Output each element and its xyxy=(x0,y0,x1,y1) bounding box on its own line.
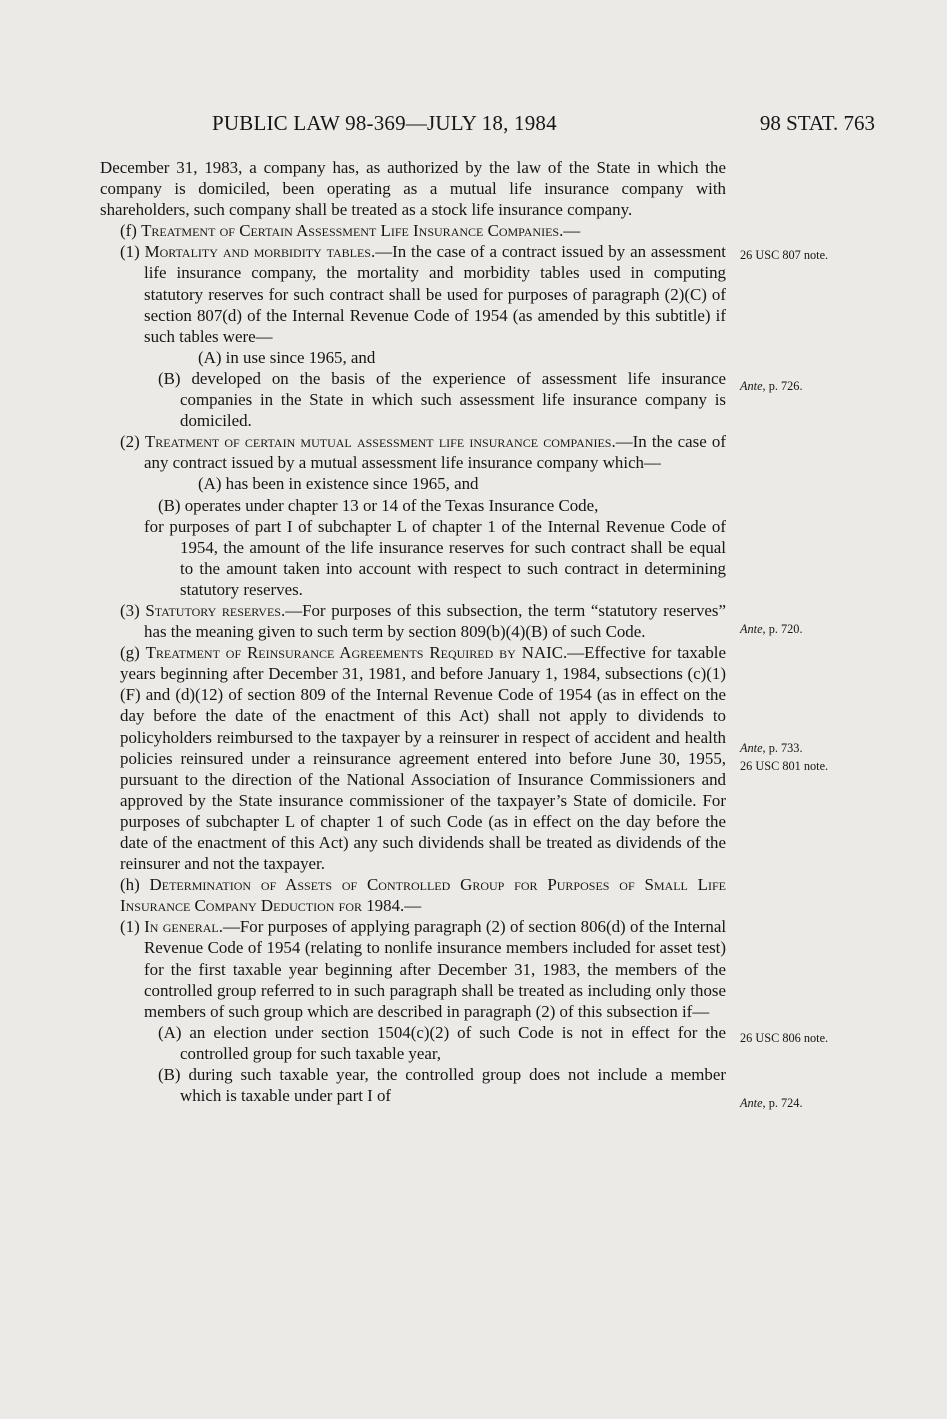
margin-note-ante-733-italic: Ante xyxy=(740,741,763,755)
paragraph-h1-text: —For purposes of applying paragraph (2) of section 806(d) of the Internal Revenue Code of 1954 (relating to nonlife insurance members included for asset test) for the first taxable year beginning after December 31, 1983, the members of the controlled group referred to in such paragraph shall be treated as including only those members of such group which are described in paragraph (2) of this subsection if— xyxy=(144,917,727,1021)
paragraph-f3 xyxy=(100,600,726,642)
paragraph-f3-title: Statutory reserves. xyxy=(145,600,286,620)
paragraph-f2-text: —In the case of any contract issued by a mutual assessment life insurance company which— xyxy=(144,432,726,473)
paragraph-f1-label: (1) xyxy=(120,242,145,262)
intro-paragraph: December 31, 1983, a company has, as authorized by the law of the State in which the company is domiciled, been operating as a mutual life insurance company with shareholders, such company shall be treated as a stock life insurance company. xyxy=(100,158,726,220)
clause-f2-a: (A) has been in existence since 1965, and xyxy=(198,474,479,494)
margin-note-ante-724 xyxy=(740,1096,940,1111)
margin-note-ante-720-page: , p. 720. xyxy=(762,622,803,636)
paragraph-f2-title: Treatment of certain mutual assessment life insurance companies. xyxy=(144,432,616,452)
paragraph-f1-title: Mortality and morbidity tables. xyxy=(144,242,376,262)
paragraph-f2-label: (2) xyxy=(120,432,145,452)
clause-f1-b: (B) developed on the basis of the experience of assessment life insurance companies in the State in which such assessment life insurance company is domiciled. xyxy=(158,368,726,431)
margin-note-26usc807: 26 USC 807 note. xyxy=(740,248,829,262)
margin-note-26usc801: 26 USC 801 note. xyxy=(740,759,829,773)
subsection-g-title: Treatment of Reinsurance Agreements Required by NAIC. xyxy=(145,643,568,663)
paragraph-f2 xyxy=(100,431,726,473)
paragraph-f1-text: —In the case of a contract issued by an assessment life insurance company, the mortality and morbidity tables used in computing statutory reserves for such contract shall be used for purposes of paragraph (2)(C) of section 807(d) of the Internal Revenue Code of 1954 (as amended by this subtitle) if such tables were— xyxy=(144,242,726,346)
margin-note-ante-733-page: , p. 733. xyxy=(762,741,803,755)
law-text xyxy=(100,157,726,1106)
subsection-g xyxy=(100,642,726,874)
subsection-f-heading xyxy=(100,220,726,241)
margin-note-ante-724-page: , p. 724. xyxy=(762,1096,803,1110)
paragraph-h1-label: (1) xyxy=(120,917,145,937)
subsection-f-title: Treatment of Certain Assessment Life Insurance Companies.— xyxy=(141,221,581,241)
paragraph-f3-label: (3) xyxy=(120,600,146,620)
margin-note-ante-720 xyxy=(740,622,940,637)
paragraph-h1 xyxy=(100,916,726,1021)
clause-f2-b: (B) operates under chapter 13 or 14 of the Texas Insurance Code, xyxy=(158,495,599,515)
margin-note-26usc806: 26 USC 806 note. xyxy=(740,1031,829,1045)
subsection-g-label: (g) xyxy=(120,643,146,663)
margin-note-ante-726 xyxy=(740,379,940,394)
subsection-h-label: (h) xyxy=(120,875,150,895)
paragraph-f2-tail: for purposes of part I of subchapter L of chapter 1 of the Internal Revenue Code of 1954, the amount of the life insurance reserves for such contract shall be equal to the amount taken into account with respect to such contract in determining statutory reserves. xyxy=(144,516,726,599)
paragraph-f3-text: —For purposes of this subsection, the term “statutory reserves” has the meaning given to such term by section 809(b)(4)(B) of such Code. xyxy=(144,600,726,642)
subsection-h-heading xyxy=(100,874,726,916)
margin-note-ante-724-italic: Ante xyxy=(740,1096,763,1110)
clause-f1-a: (A) in use since 1965, and xyxy=(198,347,376,367)
margin-note-ante-733 xyxy=(740,741,940,756)
clause-h1-a: (A) an election under section 1504(c)(2) of such Code is not in effect for the controlled group for such taxable year, xyxy=(158,1022,726,1063)
subsection-h-title: Determination of Assets of Controlled Group for Purposes of Small Life Insurance Company Deduction for 1984.— xyxy=(120,875,727,916)
clause-h1-b: (B) during such taxable year, the controlled group does not include a member which is taxable under part I of xyxy=(158,1065,726,1106)
margin-note-ante-726-italic: Ante xyxy=(740,379,763,393)
subsection-g-text: —Effective for taxable years beginning after December 31, 1981, and before January 1, 1984, subsections (c)(1)(F) and (d)(12) of section 809 of the Internal Revenue Code of 1954 (as in effect on the day before the date of the enactment of this Act) shall not apply to dividends to policyholders reimbursed to the taxpayer by a reinsurer in respect of accident and health policies reinsured under a reinsurance agreement entered into before June 30, 1955, pursuant to the direction of the National Association of Insurance Commissioners and approved by the State insurance commissioner of the taxpayer’s State of domicile. For purposes of subchapter L of chapter 1 of such Code (as in effect on the day before the date of the enactment of this Act) any such dividends shall be treated as dividends of the reinsurer and not the taxpayer. xyxy=(120,643,726,874)
subsection-f-label: (f) xyxy=(120,221,142,241)
header-statute-page: 98 STAT. 763 xyxy=(759,111,875,135)
paragraph-f1 xyxy=(100,241,726,346)
header-title: PUBLIC LAW 98-369—JULY 18, 1984 xyxy=(212,111,557,135)
margin-note-ante-720-italic: Ante xyxy=(740,622,763,636)
paragraph-h1-title: In general. xyxy=(144,917,223,937)
page-header xyxy=(100,111,875,141)
margin-note-ante-726-page: , p. 726. xyxy=(762,379,803,393)
